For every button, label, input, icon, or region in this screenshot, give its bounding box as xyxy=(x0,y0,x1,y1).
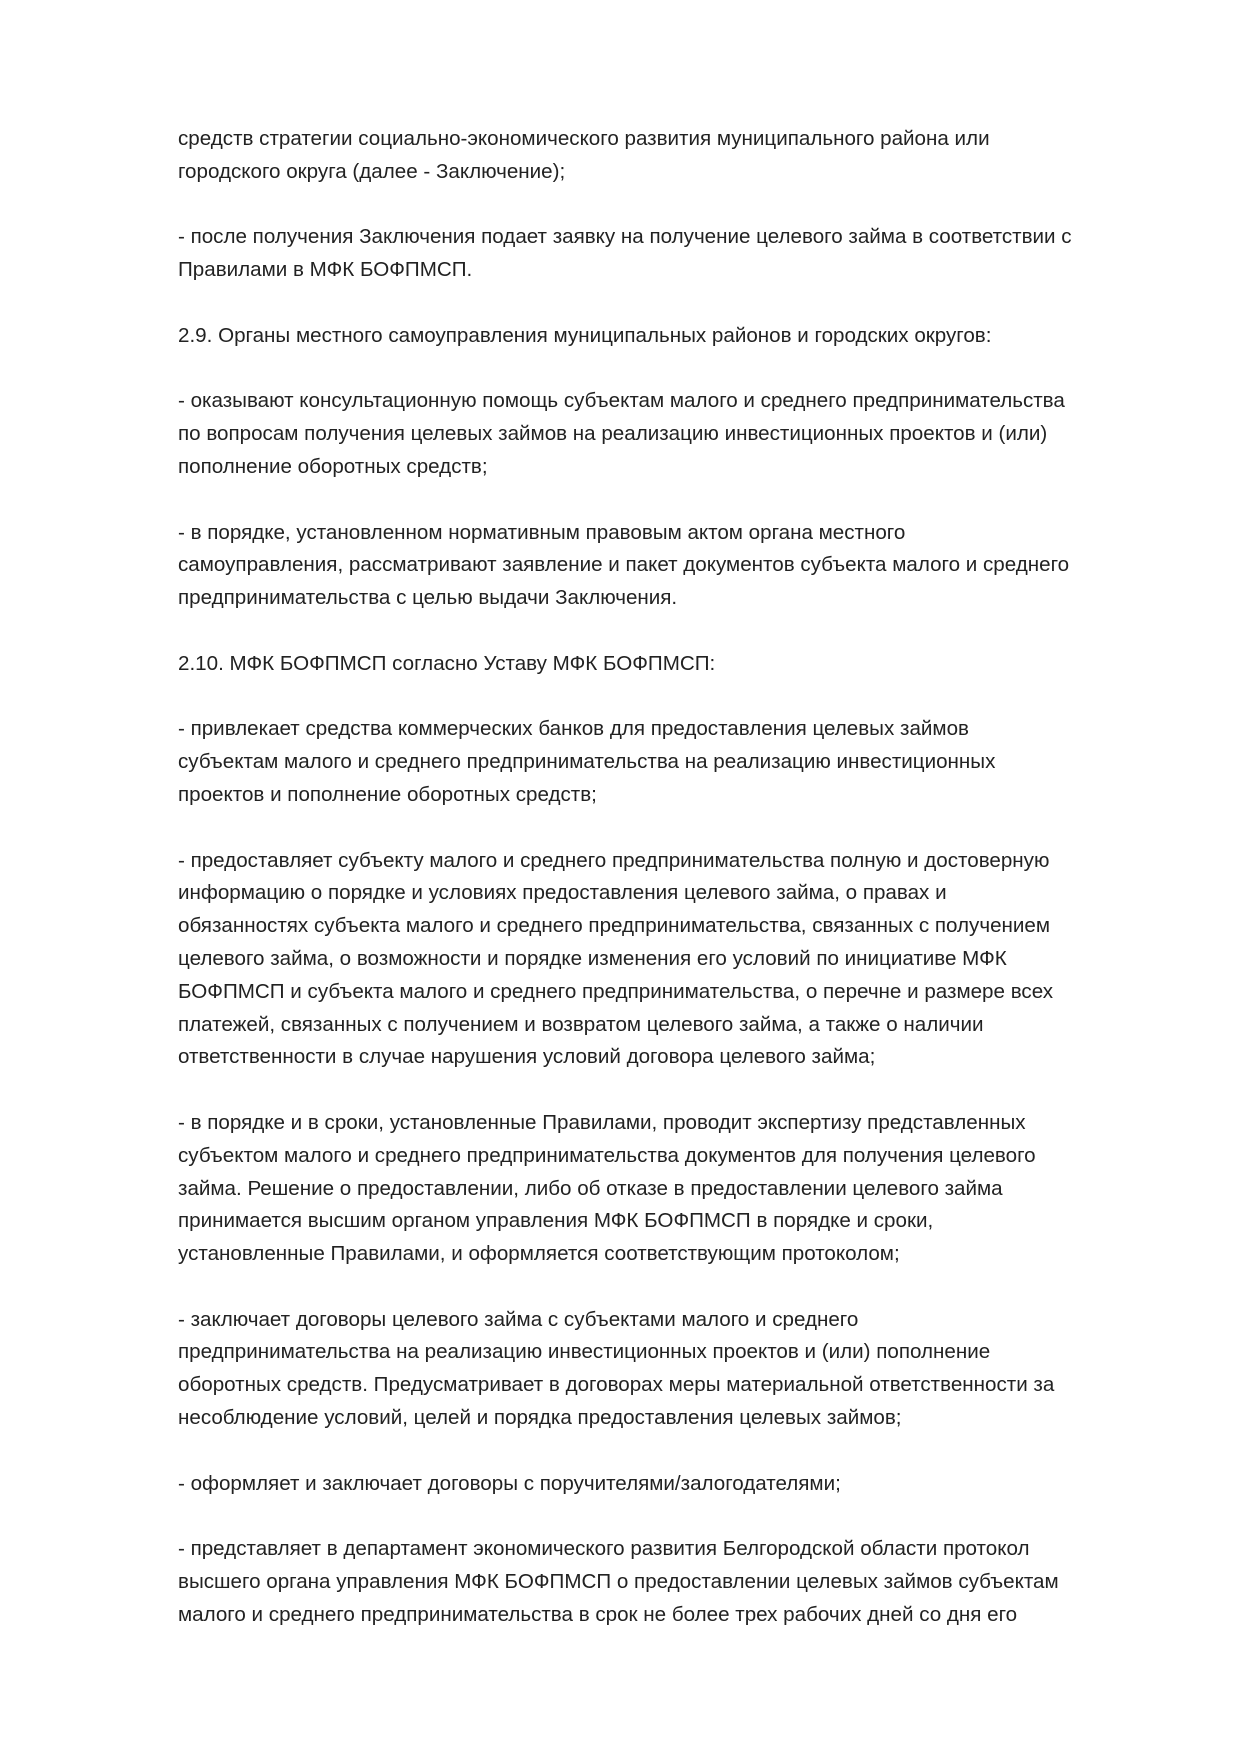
text-line: - после получения Заключения подает заявку на получение целевого займа в соответствии с xyxy=(178,225,1072,249)
paragraph-submit-protocol xyxy=(178,1533,1178,1631)
text-line: - оказывают консультационную помощь субъектам малого и среднего предпринимательства xyxy=(178,389,1065,413)
text-line: самоуправления, рассматривают заявление и пакет документов субъекта малого и среднего xyxy=(178,553,1070,577)
paragraph-submit-application xyxy=(178,221,1178,287)
text-line: средств стратегии социально-экономического развития муниципального района или xyxy=(178,127,990,150)
text-line: Правилами в МФК БОФПМСП. xyxy=(178,258,473,282)
text-line: 2.9. Органы местного самоуправления муниципальных районов и городских округов: xyxy=(178,323,992,347)
text-line: - заключает договоры целевого займа с субъектами малого и среднего xyxy=(178,1307,859,1331)
text-line: информацию о порядке и условиях предоставления целевого займа, о правах и xyxy=(178,881,947,905)
paragraph-strategy-continuation xyxy=(178,123,1178,189)
text-line: по вопросам получения целевых займов на реализацию инвестиционных проектов и (или) xyxy=(178,422,1048,446)
text-line: - представляет в департамент экономического развития Белгородской области протокол xyxy=(178,1537,1030,1561)
text-line: несоблюдение условий, целей и порядка предоставления целевых займов; xyxy=(178,1406,902,1430)
text-line: - в порядке и в сроки, установленные Правилами, проводит экспертизу представленных xyxy=(178,1110,1026,1134)
paragraph-attract-bank-funds xyxy=(178,713,1178,811)
paragraph-provide-information xyxy=(178,845,1178,1075)
section-heading-2-10 xyxy=(178,648,1178,681)
text-line: принимается высшим органом управления МФК БОФПМСП в порядке и сроки, xyxy=(178,1209,934,1233)
text-line: обязанностях субъекта малого и среднего предпринимательства, связанных с получением xyxy=(178,914,1051,938)
paragraph-guarantor-agreements xyxy=(178,1468,1178,1501)
text-line: субъектам малого и среднего предпринимательства на реализацию инвестиционных xyxy=(178,750,996,774)
text-line: 2.10. МФК БОФПМСП согласно Уставу МФК БОФПМСП: xyxy=(178,651,716,675)
text-line: - оформляет и заключает договоры с поручителями/залогодателями; xyxy=(178,1471,841,1495)
paragraph-conclude-loan-agreements xyxy=(178,1304,1178,1435)
text-line: предпринимательства с целью выдачи Заключения. xyxy=(178,586,678,610)
text-line: проектов и пополнение оборотных средств; xyxy=(178,782,597,806)
text-line: БОФПМСП и субъекта малого и среднего предпринимательства, о перечне и размере всех xyxy=(178,979,1053,1003)
text-line: займа. Решение о предоставлении, либо об отказе в предоставлении целевого займа xyxy=(178,1176,1003,1200)
text-line: пополнение оборотных средств; xyxy=(178,454,488,478)
text-line: оборотных средств. Предусматривает в договорах меры материальной ответственности за xyxy=(178,1373,1055,1397)
text-line: - в порядке, установленном нормативным правовым актом органа местного xyxy=(178,520,906,544)
text-line: высшего органа управления МФК БОФПМСП о предоставлении целевых займов субъектам xyxy=(178,1570,1059,1594)
text-line: установленные Правилами, и оформляется соответствующим протоколом; xyxy=(178,1242,900,1266)
text-line: - предоставляет субъекту малого и среднего предпринимательства полную и достоверную xyxy=(178,848,1050,872)
section-heading-2-9 xyxy=(178,320,1178,353)
document-body xyxy=(178,123,1178,1664)
paragraph-consulting-assistance xyxy=(178,385,1178,483)
text-line: субъектом малого и среднего предпринимательства документов для получения целевого xyxy=(178,1143,1036,1167)
text-line: малого и среднего предпринимательства в срок не более трех рабочих дней со дня его xyxy=(178,1602,1018,1626)
text-line: предпринимательства на реализацию инвестиционных проектов и (или) пополнение xyxy=(178,1340,991,1364)
text-line: городского округа (далее - Заключение); xyxy=(178,159,566,183)
paragraph-review-application xyxy=(178,517,1178,615)
text-line: - привлекает средства коммерческих банков для предоставления целевых займов xyxy=(178,717,969,741)
paragraph-document-examination xyxy=(178,1107,1178,1271)
text-line: ответственности в случае нарушения условий договора целевого займа; xyxy=(178,1045,876,1069)
text-line: платежей, связанных с получением и возвратом целевого займа, а также о наличии xyxy=(178,1012,984,1036)
text-line: целевого займа, о возможности и порядке изменения его условий по инициативе МФК xyxy=(178,946,1007,970)
